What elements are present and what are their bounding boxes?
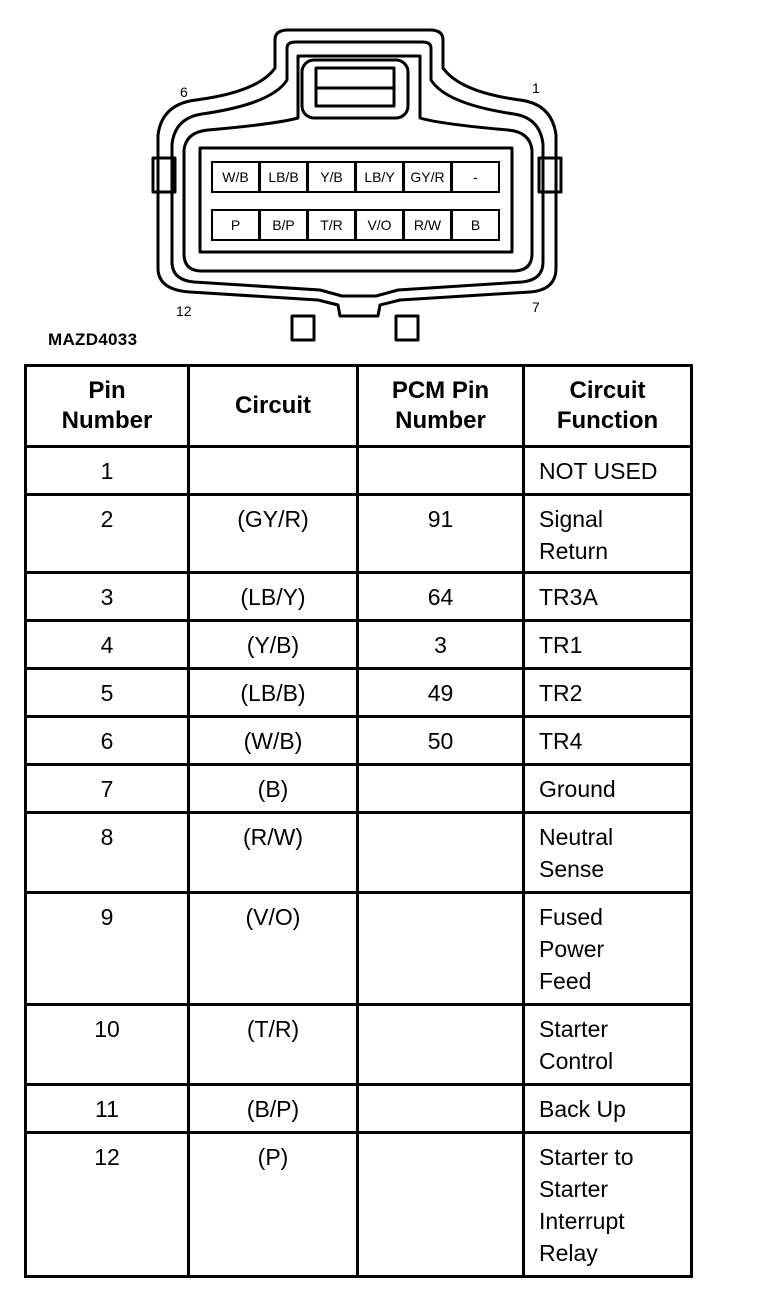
- cell-pin-number: 7: [26, 765, 189, 813]
- cell-pin-number: 9: [26, 893, 189, 1005]
- pin-cavity-top-label: GY/R: [410, 169, 445, 185]
- pin-cavity-bottom-label: T/R: [320, 217, 343, 233]
- cell-pin-number: 4: [26, 621, 189, 669]
- function-line: Control: [539, 1048, 614, 1074]
- table-row: [26, 717, 692, 765]
- function-line: Relay: [539, 1240, 598, 1266]
- cell-pcm-pin: 49: [358, 669, 524, 717]
- corner-label-7: 7: [532, 299, 540, 315]
- function-line: Sense: [539, 856, 605, 882]
- cell-circuit: (LB/B): [189, 669, 358, 717]
- cell-circuit: [189, 447, 358, 495]
- table-row: [26, 495, 692, 573]
- function-line: NOT USED: [539, 458, 658, 484]
- function-line: Neutral: [539, 824, 614, 850]
- header-circuit-function: [524, 366, 692, 447]
- pin-cavity-bottom-label: V/O: [367, 217, 392, 233]
- header-text: Circuit: [234, 392, 311, 419]
- header-text: Pin: [88, 377, 126, 404]
- cell-circuit: (V/O): [189, 893, 358, 1005]
- pin-cavity-bottom-label: B/P: [272, 217, 295, 233]
- cell-circuit: (B/P): [189, 1085, 358, 1133]
- cell-circuit-function: [524, 765, 692, 813]
- table-row: [26, 621, 692, 669]
- cell-circuit: (T/R): [189, 1005, 358, 1085]
- function-line: Interrupt: [539, 1208, 625, 1234]
- function-line: TR2: [539, 680, 583, 706]
- cell-pin-number: 12: [26, 1133, 189, 1277]
- header-pcm-pin-number: [358, 366, 524, 447]
- header-text: Circuit: [569, 377, 646, 404]
- cell-pcm-pin: [358, 813, 524, 893]
- cell-circuit: (B): [189, 765, 358, 813]
- header-text: Number: [395, 407, 486, 434]
- bottom-tab-left: [292, 316, 314, 340]
- cell-pcm-pin: 91: [358, 495, 524, 573]
- function-line: TR4: [539, 728, 583, 754]
- cell-pin-number: 8: [26, 813, 189, 893]
- bottom-tab-right: [396, 316, 418, 340]
- connector-diagram: [0, 0, 768, 360]
- cell-circuit: (W/B): [189, 717, 358, 765]
- pin-cavity-bottom-label: B: [470, 217, 481, 233]
- cell-pin-number: 2: [26, 495, 189, 573]
- cell-pcm-pin: [358, 447, 524, 495]
- cell-circuit: (GY/R): [189, 495, 358, 573]
- function-line: Return: [539, 538, 609, 564]
- table-row: [26, 893, 692, 1005]
- table-row: [26, 573, 692, 621]
- header-circuit: [189, 366, 358, 447]
- cell-pin-number: 10: [26, 1005, 189, 1085]
- corner-label-1: 1: [532, 80, 540, 96]
- cell-circuit-function: [524, 447, 692, 495]
- pin-cavity-top-label: LB/B: [268, 169, 299, 185]
- cell-circuit: (R/W): [189, 813, 358, 893]
- cell-circuit: (LB/Y): [189, 573, 358, 621]
- cell-circuit-function: [524, 893, 692, 1005]
- table-row: [26, 669, 692, 717]
- table-row: [26, 765, 692, 813]
- function-line: Ground: [539, 776, 616, 802]
- cell-circuit-function: [524, 1133, 692, 1277]
- pin-cavity-top-label: W/B: [222, 169, 249, 185]
- cell-pcm-pin: 3: [358, 621, 524, 669]
- cell-circuit-function: [524, 621, 692, 669]
- header-pin-number: [26, 366, 189, 447]
- function-line: Starter: [539, 1016, 609, 1042]
- pin-cavity-top-label: -: [473, 169, 478, 185]
- table-row: [26, 1085, 692, 1133]
- cell-circuit: (P): [189, 1133, 358, 1277]
- header-text: Function: [556, 407, 659, 434]
- corner-label-12: 12: [176, 303, 192, 319]
- cell-circuit-function: [524, 717, 692, 765]
- cell-pcm-pin: [358, 1005, 524, 1085]
- bottom-pin-row: [212, 210, 499, 240]
- cell-pcm-pin: [358, 765, 524, 813]
- cell-circuit-function: [524, 573, 692, 621]
- table-header-row: [26, 366, 692, 447]
- function-line: TR3A: [539, 584, 598, 610]
- cell-circuit-function: [524, 495, 692, 573]
- cell-pin-number: 5: [26, 669, 189, 717]
- corner-label-6: 6: [180, 84, 188, 100]
- table-row: [26, 1133, 692, 1277]
- cell-pcm-pin: [358, 1085, 524, 1133]
- cell-pcm-pin: 64: [358, 573, 524, 621]
- function-line: Starter to: [539, 1144, 634, 1170]
- function-line: Starter: [539, 1176, 609, 1202]
- cell-pin-number: 6: [26, 717, 189, 765]
- cell-circuit-function: [524, 1005, 692, 1085]
- cell-pin-number: 1: [26, 447, 189, 495]
- table-row: [26, 447, 692, 495]
- top-pin-row: [212, 162, 499, 192]
- pin-cavity-top-label: LB/Y: [364, 169, 395, 185]
- cell-pcm-pin: [358, 893, 524, 1005]
- table-row: [26, 813, 692, 893]
- table-row: [26, 1005, 692, 1085]
- cell-pin-number: 3: [26, 573, 189, 621]
- function-line: TR1: [539, 632, 583, 658]
- cell-circuit: (Y/B): [189, 621, 358, 669]
- function-line: Fused: [539, 904, 603, 930]
- pin-cavity-top-label: Y/B: [320, 169, 343, 185]
- cell-pcm-pin: [358, 1133, 524, 1277]
- cell-pcm-pin: 50: [358, 717, 524, 765]
- pin-table: [24, 364, 693, 1278]
- header-text: PCM Pin: [391, 377, 490, 404]
- header-text: Number: [61, 407, 153, 434]
- function-line: Signal: [539, 506, 603, 532]
- function-line: Power: [539, 936, 605, 962]
- cell-circuit-function: [524, 669, 692, 717]
- figure-id: MAZD4033: [48, 330, 138, 349]
- function-line: Feed: [539, 968, 592, 994]
- cell-circuit-function: [524, 1085, 692, 1133]
- cell-pin-number: 11: [26, 1085, 189, 1133]
- pin-cavity-bottom-label: R/W: [413, 217, 442, 233]
- table-body: [26, 447, 692, 1277]
- pin-cavity-bottom-label: P: [230, 217, 241, 233]
- function-line: Back Up: [539, 1096, 626, 1122]
- cell-circuit-function: [524, 813, 692, 893]
